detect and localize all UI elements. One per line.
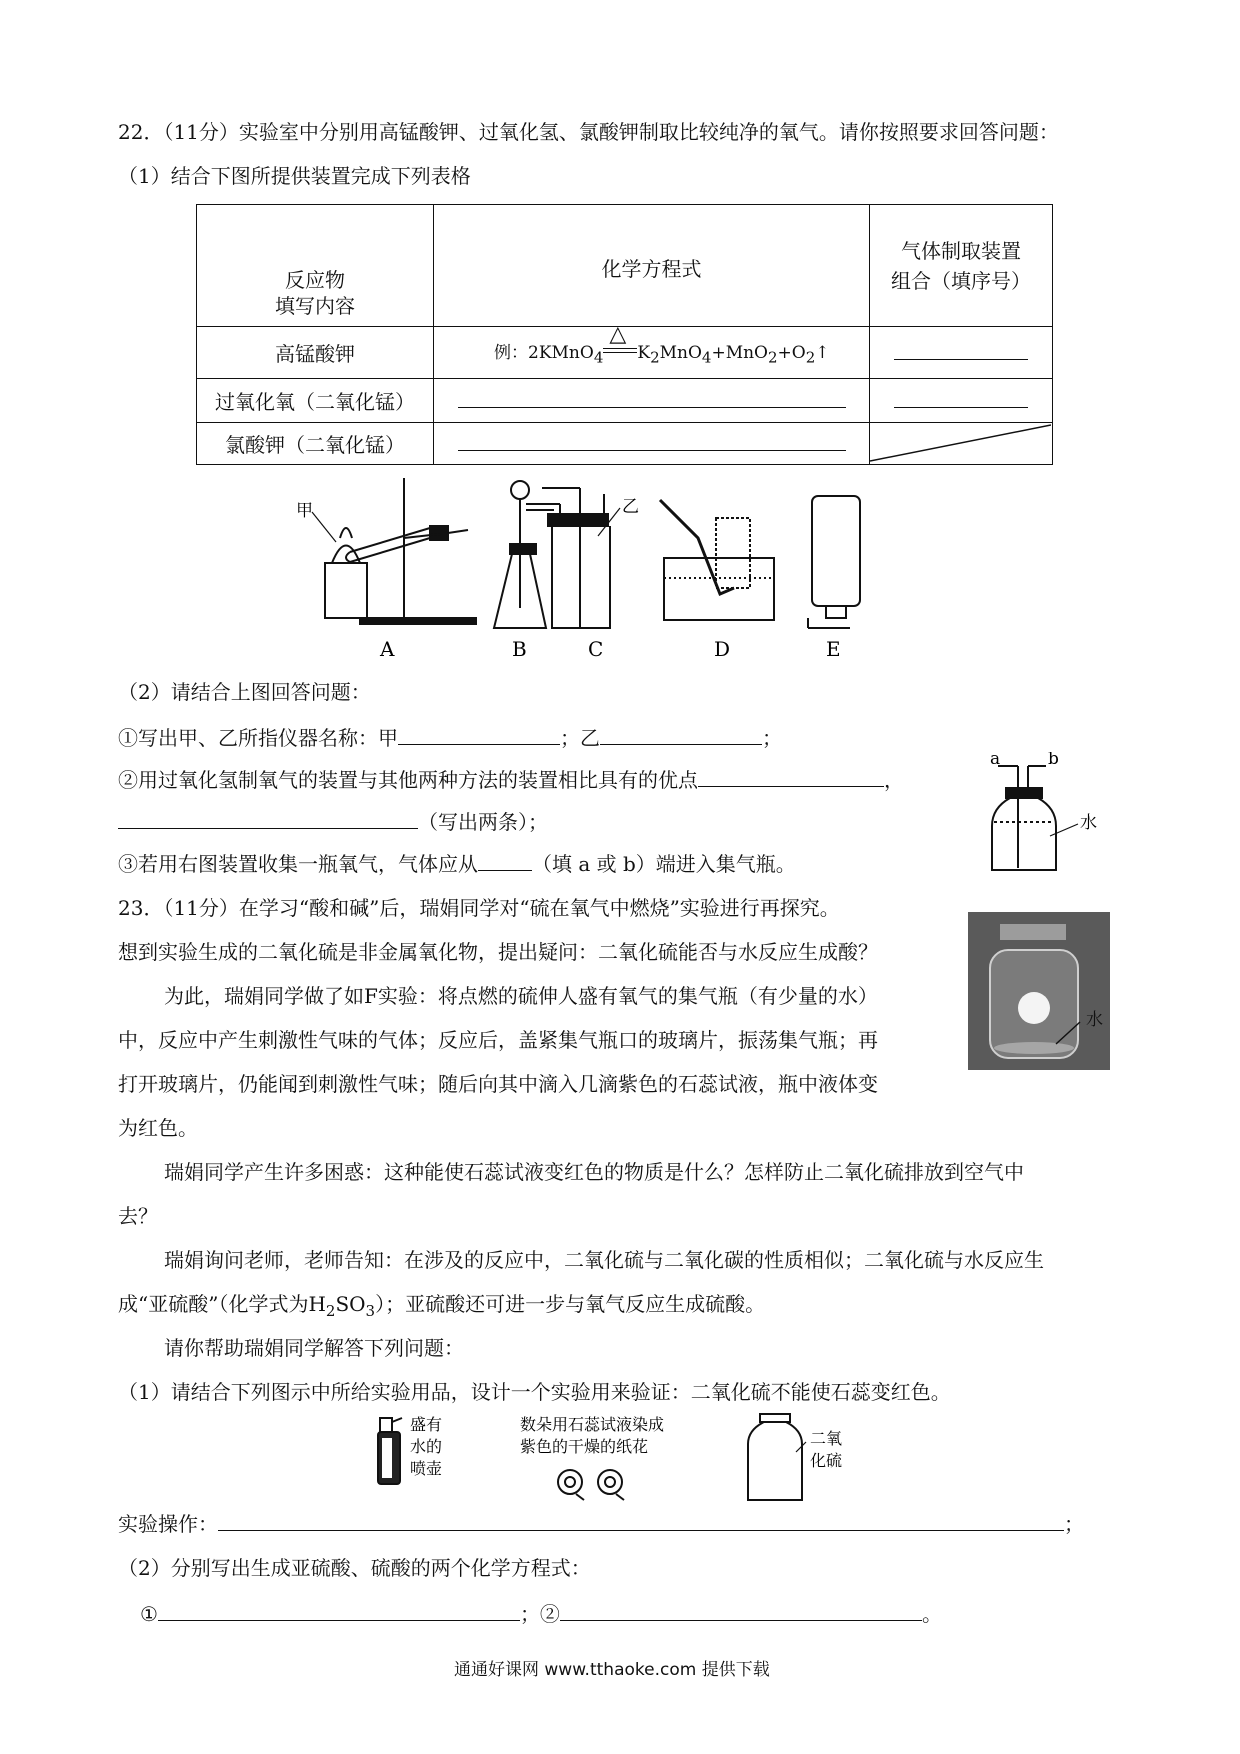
eq-part: 例：2KMnO bbox=[494, 343, 594, 364]
gas-jar-icon bbox=[748, 1414, 806, 1500]
item1-line3: 喷壶 bbox=[410, 1459, 443, 1478]
spray-bottle-icon bbox=[378, 1418, 402, 1484]
q23-p1-line4: 为红色。 bbox=[118, 1116, 198, 1140]
eq1-label: ① bbox=[140, 1602, 158, 1626]
label-b: B bbox=[512, 637, 527, 661]
item2-line2: 紫色的干燥的纸花 bbox=[520, 1437, 649, 1456]
apparatus-d bbox=[660, 500, 774, 620]
eq-part: +MnO bbox=[711, 343, 768, 364]
q3-tail: （填 a 或 b）端进入集气瓶。 bbox=[532, 852, 796, 876]
eq-sub: 4 bbox=[701, 348, 712, 367]
pointer-yi: 乙 bbox=[622, 497, 639, 517]
reactant-kmno4: 高锰酸钾 bbox=[197, 327, 434, 379]
q23-equations bbox=[140, 1602, 942, 1626]
eq-sub: 2 bbox=[650, 348, 660, 367]
q23-p1-line3: 打开玻璃片，仍能闻到刺激性气味；随后向其中滴入几滴紫色的石蕊试液，瓶中液体变 bbox=[118, 1072, 878, 1096]
header-apparatus bbox=[870, 205, 1053, 327]
q23-p4: 请你帮助瑞娟同学解答下列问题： bbox=[164, 1336, 464, 1360]
eq-arrow: ↑ bbox=[815, 343, 830, 364]
q23-title: 23．（11分）在学习“酸和碱”后，瑞娟同学对“硫在氧气中燃烧”实验进行再探究。 bbox=[118, 896, 840, 920]
header-equation: 化学方程式 bbox=[434, 205, 870, 327]
blank-advantage-2[interactable] bbox=[118, 810, 418, 829]
q23-p1-line1: 为此，瑞娟同学做了如F实验：将点燃的硫伸人盛有氧气的集气瓶（有少量的水） bbox=[164, 984, 878, 1008]
header-reactant-label: 反应物 bbox=[285, 268, 345, 292]
bottle-label-a: a bbox=[990, 752, 1001, 769]
pointer-jia: 甲 bbox=[296, 501, 313, 521]
label-d: D bbox=[714, 637, 731, 661]
gas-bottle-figure bbox=[980, 752, 1100, 878]
item1-line1: 盛有 bbox=[410, 1415, 443, 1434]
eq-part: K bbox=[637, 343, 651, 364]
q3-text: ③若用右图装置收集一瓶氧气，气体应从 bbox=[118, 852, 478, 876]
q23-p2-line2: 去？ bbox=[118, 1204, 158, 1228]
heat-triangle: △ bbox=[609, 322, 627, 348]
q22-q2 bbox=[118, 768, 904, 792]
q23-part1: （1）请结合下列图示中所给实验用品，设计一个实验用来验证：二氧化硫不能使石蕊变红色。 bbox=[118, 1380, 951, 1404]
item2-line1: 数朵用石蕊试液染成 bbox=[520, 1415, 665, 1434]
q22-part1: （1）结合下图所提供装置完成下列表格 bbox=[118, 164, 471, 188]
operation-end: ； bbox=[1064, 1512, 1084, 1536]
apparatus-b bbox=[494, 481, 560, 628]
eq2-blank[interactable] bbox=[560, 1602, 922, 1621]
apparatus-blank-2[interactable] bbox=[870, 379, 1053, 423]
bottle-label-b: b bbox=[1048, 752, 1059, 769]
item3-line2: 化硫 bbox=[810, 1451, 843, 1470]
eq-sep: ；② bbox=[519, 1602, 560, 1626]
item1-line2: 水的 bbox=[410, 1437, 443, 1456]
q23-p3-line2 bbox=[118, 1292, 765, 1320]
slash-line bbox=[870, 423, 1051, 463]
q22-q3 bbox=[118, 852, 796, 876]
blank-end[interactable] bbox=[478, 852, 532, 871]
reactant-h2o2: 过氧化氧（二氧化锰） bbox=[197, 379, 434, 423]
q22-title: 22．（11分）实验室中分别用高锰酸钾、过氧化氢、氯酸钾制取比较纯净的氧气。请你按照要求回答问题： bbox=[118, 120, 1059, 144]
operation-label: 实验操作： bbox=[118, 1512, 218, 1536]
eq-sub: 2 bbox=[768, 348, 778, 367]
materials-figure bbox=[360, 1400, 880, 1502]
apparatus-e bbox=[808, 496, 860, 628]
q23-part2: （2）分别写出生成亚硫酸、硫酸的两个化学方程式： bbox=[118, 1556, 591, 1580]
blank-advantage-1[interactable] bbox=[698, 768, 884, 787]
q23-p2-line1: 瑞娟同学产生许多困惑：这种能使石蕊试液变红色的物质是什么？怎样防止二氧化硫排放到空气中 bbox=[164, 1160, 1024, 1184]
header-fill-label: 填写内容 bbox=[275, 294, 355, 318]
sulfur-jar-photo bbox=[968, 912, 1110, 1070]
example-equation bbox=[434, 322, 870, 379]
q23-p3-line1: 瑞娟询问老师，老师告知：在涉及的反应中，二氧化硫与二氧化碳的性质相似；二氧化硫与水反应生 bbox=[164, 1248, 1044, 1272]
blank-yi[interactable] bbox=[600, 726, 762, 745]
operation-blank[interactable] bbox=[218, 1512, 1064, 1531]
label-a: A bbox=[380, 637, 395, 661]
equation-blank-h2o2[interactable] bbox=[434, 379, 870, 423]
q1-end: ； bbox=[762, 726, 782, 750]
header-apparatus-line2: 组合（填序号） bbox=[891, 268, 1031, 293]
q1-prefix: ①写出甲、乙所指仪器名称：甲 bbox=[118, 726, 398, 750]
q1-sep: ；乙 bbox=[560, 726, 600, 750]
eq-part: MnO bbox=[659, 343, 702, 364]
q22-part2: （2）请结合上图回答问题： bbox=[118, 680, 371, 704]
photo-label-water: 水 bbox=[1086, 1010, 1103, 1030]
footer-source: 通通好课网 www.tthaoke.com 提供下载 bbox=[454, 1660, 770, 1680]
eq1-blank[interactable] bbox=[158, 1602, 520, 1621]
q2-comma: ， bbox=[884, 768, 904, 792]
header-apparatus-line1: 气体制取装置 bbox=[901, 238, 1021, 263]
p3-sub: 2 bbox=[325, 1302, 336, 1320]
apparatus-slashed-cell bbox=[870, 423, 1053, 465]
q23-line2: 想到实验生成的二氧化硫是非金属氧化物，提出疑问：二氧化硫能否与水反应生成酸？ bbox=[118, 940, 878, 964]
eq-sub: 4 bbox=[593, 348, 604, 367]
paper-flower-icon bbox=[558, 1470, 624, 1500]
label-c: C bbox=[588, 637, 604, 661]
eq-sub: 2 bbox=[805, 348, 816, 367]
q22-q1 bbox=[118, 726, 782, 750]
header-diagonal-line bbox=[196, 204, 436, 328]
apparatus-a bbox=[325, 478, 476, 624]
jar-photo-art bbox=[968, 912, 1110, 1070]
reactant-kclo3: 氯酸钾（二氧化锰） bbox=[197, 423, 434, 465]
p3-text-c: ）；亚硫酸还可进一步与氧气反应生成硫酸。 bbox=[375, 1292, 766, 1316]
q23-operation bbox=[118, 1512, 1084, 1536]
q2-tail: （写出两条）； bbox=[418, 810, 548, 834]
equation-blank-kclo3[interactable] bbox=[434, 423, 870, 465]
bottle-label-water: 水 bbox=[1080, 813, 1097, 833]
blank-jia[interactable] bbox=[398, 726, 560, 745]
eq-part: +O bbox=[777, 343, 806, 364]
p3-text-a: 成“亚硫酸”（化学式为H bbox=[118, 1292, 326, 1316]
apparatus-figure bbox=[280, 468, 980, 668]
eq-end: 。 bbox=[921, 1602, 942, 1626]
p3-text-b: SO bbox=[335, 1292, 366, 1316]
heat-condition bbox=[603, 322, 637, 358]
label-e: E bbox=[826, 637, 841, 661]
q2-text: ②用过氧化氢制氧气的装置与其他两种方法的装置相比具有的优点 bbox=[118, 768, 698, 792]
q22-q2-cont bbox=[118, 810, 548, 834]
item3-line1: 二氧 bbox=[810, 1429, 843, 1448]
p3-sub: 3 bbox=[365, 1302, 376, 1320]
apparatus-blank-1[interactable] bbox=[870, 327, 1053, 379]
q23-p1-line2: 中，反应中产生刺激性气味的气体；反应后，盖紧集气瓶口的玻璃片，振荡集气瓶；再 bbox=[118, 1028, 878, 1052]
